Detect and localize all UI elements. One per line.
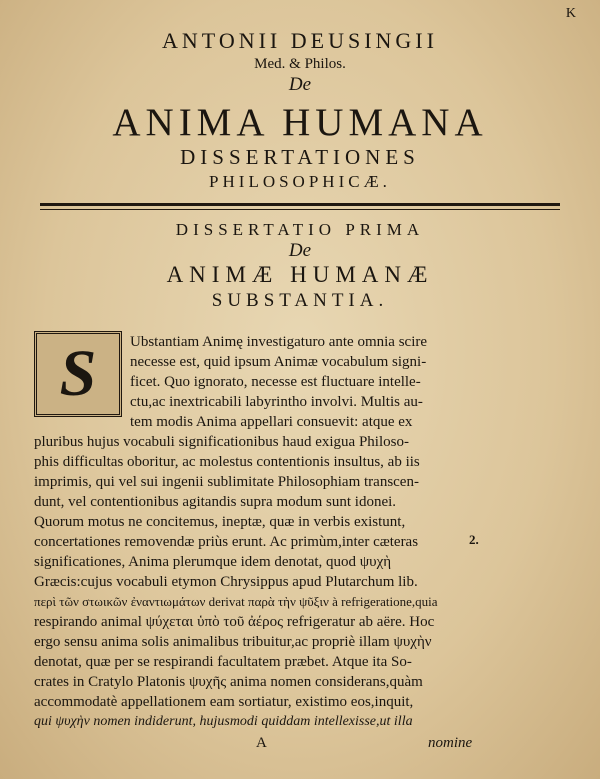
body-line: denotat, quæ per se respirandi facultatem præbet. Atque ita So- [34,654,412,670]
folio-mark: K [565,6,576,21]
body-line: concertationes removendæ priùs erunt. Ac primùm,inter cæteras [34,534,419,550]
body-line: dunt, vel contentionibus agitandis supra modum sunt idonei. [34,494,397,510]
margin-note: 2. [469,532,479,547]
body-line: ficet. Quo ignorato, necesse est fluctuare intelle- [130,374,421,390]
body-line: Ubstantiam Animę investigaturo ante omnia scire [130,334,428,350]
body-line: significationes, Anima plerumque idem denotat, quod ψυχὴ [34,554,392,570]
dissertation-subject: ANIMÆ HUMANÆ [166,262,434,287]
body-line: περὶ τῶν στωικῶν ἐναντιωμάτων derivat παρὰ τὴν ψῦξιν à refrigeratione,quia [34,594,438,609]
body-line: qui ψυχὴν nomen indiderunt, hujusmodi quiddam intellexisse,ut illa [34,714,413,729]
body-line: tem modis Anima appellari consuevit: atque ex [130,414,413,430]
dissertation-substantia: SUBSTANTIA. [211,290,389,311]
divider-thin [40,209,560,210]
author-credentials: Med. & Philos. [254,56,346,72]
body-line: necesse est, quid ipsum Animæ vocabulum signi- [130,354,427,370]
body-line: crates in Cratylo Platonis ψυχῆς anima nomen considerans,quàm [34,674,423,690]
dissertation-heading: DISSERTATIO PRIMA [175,220,425,239]
page-footer [256,735,473,752]
subtitle-dissertationes: DISSERTATIONES [180,145,420,169]
body-line: ergo sensu anima solis animalibus tribuitur,ac propriè illam ψυχὴν [34,634,432,650]
catchword: nomine [428,735,473,751]
body-line: imprimis, qui vel sui ingenii sublimitate Philosophiam transcen- [34,474,419,490]
page-title: ANIMA HUMANA [112,101,488,144]
body-line: accommodatè appellationem eam sortiatur, existimo eos,inquit, [34,694,414,710]
divider-thick [40,203,560,206]
body-line: Græcis:cujus vocabuli etymon Chrysippus apud Plutarchum lib. [34,574,418,590]
body-line: pluribus hujus vocabuli significationibus haud exigua Philoso- [34,434,409,450]
subtitle-philosophicae: PHILOSOPHICÆ. [209,172,391,191]
dissertation-preposition: De [288,240,312,261]
signature-mark: A [256,735,267,751]
drop-cap-initial: S [34,331,122,417]
body-line: respirando animal ψύχεται ὑπὸ τοῦ ἀέρος refrigeratur ab aëre. Hoc [34,614,435,630]
title-preposition: De [288,74,312,95]
body-line: ctu,ac inextricabili labyrintho involvi. Multis au- [130,394,423,410]
body-line: phis difficultas oboritur, ac molestus contentionis insultus, ab iis [34,454,420,470]
body-line: Quorum motus ne concitemus, ineptæ, quæ in verbis existunt, [34,514,406,530]
author-name: ANTONII DEUSINGII [162,28,438,53]
